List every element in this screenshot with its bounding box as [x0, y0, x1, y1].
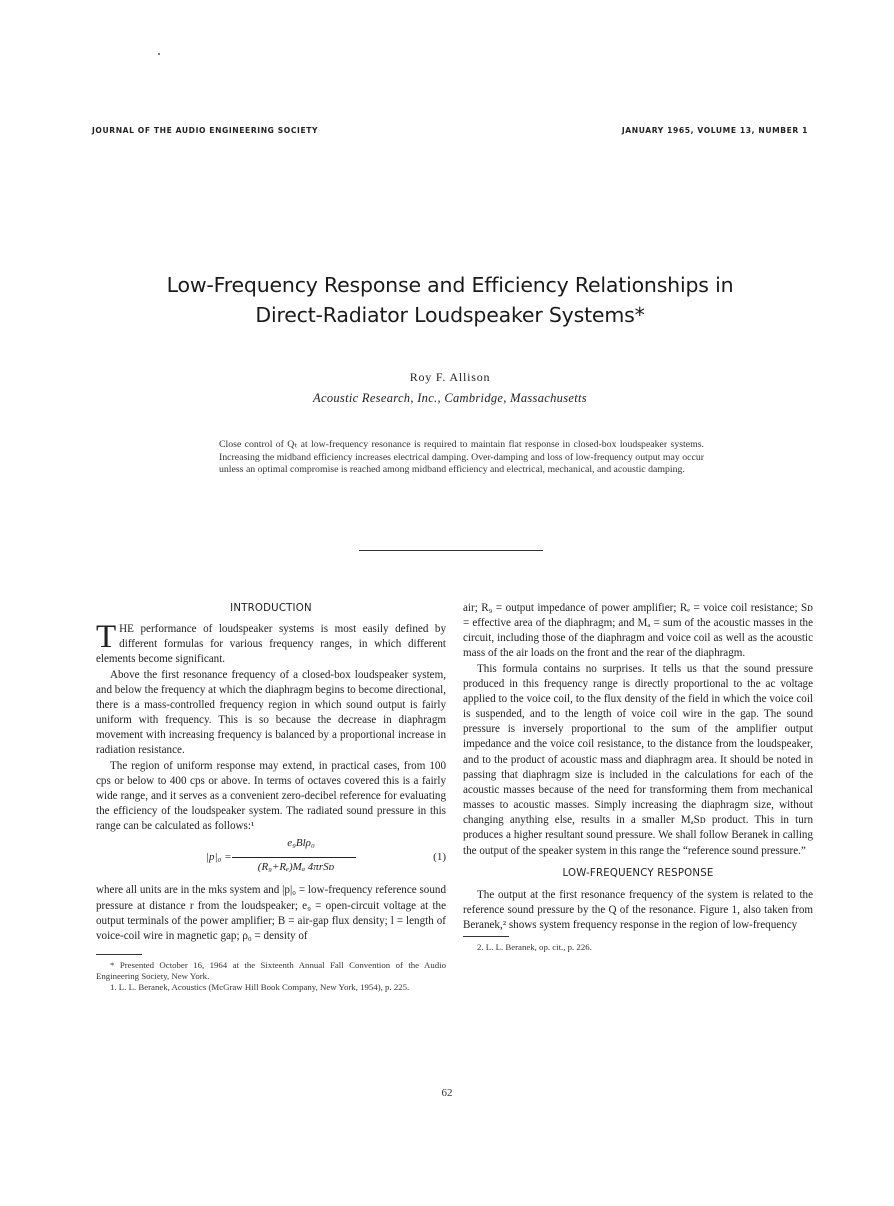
footnote-rule [463, 936, 509, 937]
equation-number: (1) [433, 851, 446, 864]
intro-paragraph-1-text: HE performance of loudspeaker systems is most easily defined by different formulas for various frequency ranges, in which different elements become significant. [96, 623, 446, 666]
footnote-2: 2. L. L. Beranek, op. cit., p. 226. [477, 942, 592, 953]
right-paragraph-3: The output at the first resonance frequency of the system is related to the reference sound pressure by the Q of the resonance. Figure 1, also taken from Beranek,² shows system frequency response in the region of low-frequency [463, 888, 813, 932]
running-head-issue: JANUARY 1965, VOLUME 13, NUMBER 1 [621, 126, 808, 135]
footnote-rule [96, 954, 142, 955]
author-affiliation: Acoustic Research, Inc., Cambridge, Massachusetts [313, 391, 587, 405]
article-title [100, 270, 800, 330]
right-paragraph-2: This formula contains no surprises. It tells us that the sound pressure produced in this frequency range is directly proportional to the ac voltage applied to the voice coil, to the flux density of the field in which the voice coil is suspended, and to the length of voice coil wire in the gap. The sound pressure is inversely proportional to the sum of the amplifier output impedance and the voice coil resistance, to the distance from the loudspeaker, and to the product of acoustic mass and diaphragm area. It should be noted in passing that diaphragm size is included in the calculations for each of the acoustic masses because of the need for transforming them from mechanical masses to acoustic masses. Simply increasing the diaphragm size, without changing anything else, results in a smaller MₐSᴅ product. This in turn produces a higher resultant sound pressure. We shall follow Beranek in calling the output of the speaker system in this range the “reference sound pressure.” [463, 662, 813, 857]
fraction-bar [232, 857, 356, 858]
intro-paragraph-1 [96, 619, 446, 667]
footnote-1: 1. L. L. Beranek, Acoustics (McGraw Hill Book Company, New York, 1954), p. 225. [110, 982, 410, 993]
intro-paragraph-2: Above the first resonance frequency of a closed-box loudspeaker system, and below the frequency at which the diaphragm begins to become directional, there is a mass-controlled frequency region in which sound output is fairly uniform with frequency. This is so because the decrease in diaphragm movement with increasing frequency is balanced by a proportional increase in radiation resistance. [96, 668, 446, 757]
intro-paragraph-4: where all units are in the mks system and |p|₀ = low-frequency reference sound pressure at distance r from the loudspeaker; e₉ = open-circuit voltage at the output terminals of the power amplifier; B = air-gap flux density; l = length of voice-coil wire in magnetic gap; ρ₀ = density of [96, 884, 446, 942]
title-line-1: Low-Frequency Response and Efficiency Relationships in [166, 273, 734, 297]
equation-numerator: e₉Blρ₀ [287, 837, 315, 850]
right-column [463, 601, 813, 953]
section-heading-introduction: INTRODUCTION [230, 603, 312, 614]
footnote-presented: * Presented October 16, 1964 at the Sixteenth Annual Fall Convention of the Audio Engineering Society, New York. [96, 959, 446, 982]
equation-denominator: (R₉+Rₑ)Mₐ 4πrSᴅ [257, 861, 335, 874]
title-line-2: Direct-Radiator Loudspeaker Systems* [255, 303, 645, 327]
section-divider [359, 550, 543, 551]
drop-cap: T [96, 619, 117, 656]
equation-lhs: |p|₀ = [206, 851, 232, 864]
page-number: 62 [441, 1087, 453, 1099]
abstract: Close control of Qₜ at low-frequency resonance is required to maintain flat response in closed-box loudspeaker systems. Increasing the midband efficiency increases electrical damping. Over-damping and loss of low-frequency output may occur unless an optimal compromise is reached among midband efficiency and electrical, mechanical, and acoustic damping. [219, 439, 704, 476]
intro-paragraph-3: The region of uniform response may extend, in practical cases, from 100 cps or below to 400 cps or above. In terms of octaves covered this is a fairly wide range, and it serves as a convenient zero-decibel reference for evaluating the efficiency of the loudspeaker system. The radiated sound pressure in this range can be calculated as follows:¹ [96, 759, 446, 833]
author-name: Roy F. Allison [409, 370, 491, 384]
right-paragraph-1: air; R₉ = output impedance of power amplifier; Rₑ = voice coil resistance; Sᴅ = effective area of the diaphragm; and Mₐ = sum of the acoustic masses in the circuit, including those of the diaphragm and voice coil as well as the acoustic mass of the air loads on the front and the rear of the diaphragm. [463, 602, 813, 660]
section-heading-low-frequency-response: LOW-FREQUENCY RESPONSE [562, 867, 714, 879]
left-column [96, 601, 446, 994]
running-head-journal: JOURNAL OF THE AUDIO ENGINEERING SOCIETY [92, 126, 319, 135]
equation-1 [96, 836, 446, 880]
scan-speck [158, 53, 160, 55]
